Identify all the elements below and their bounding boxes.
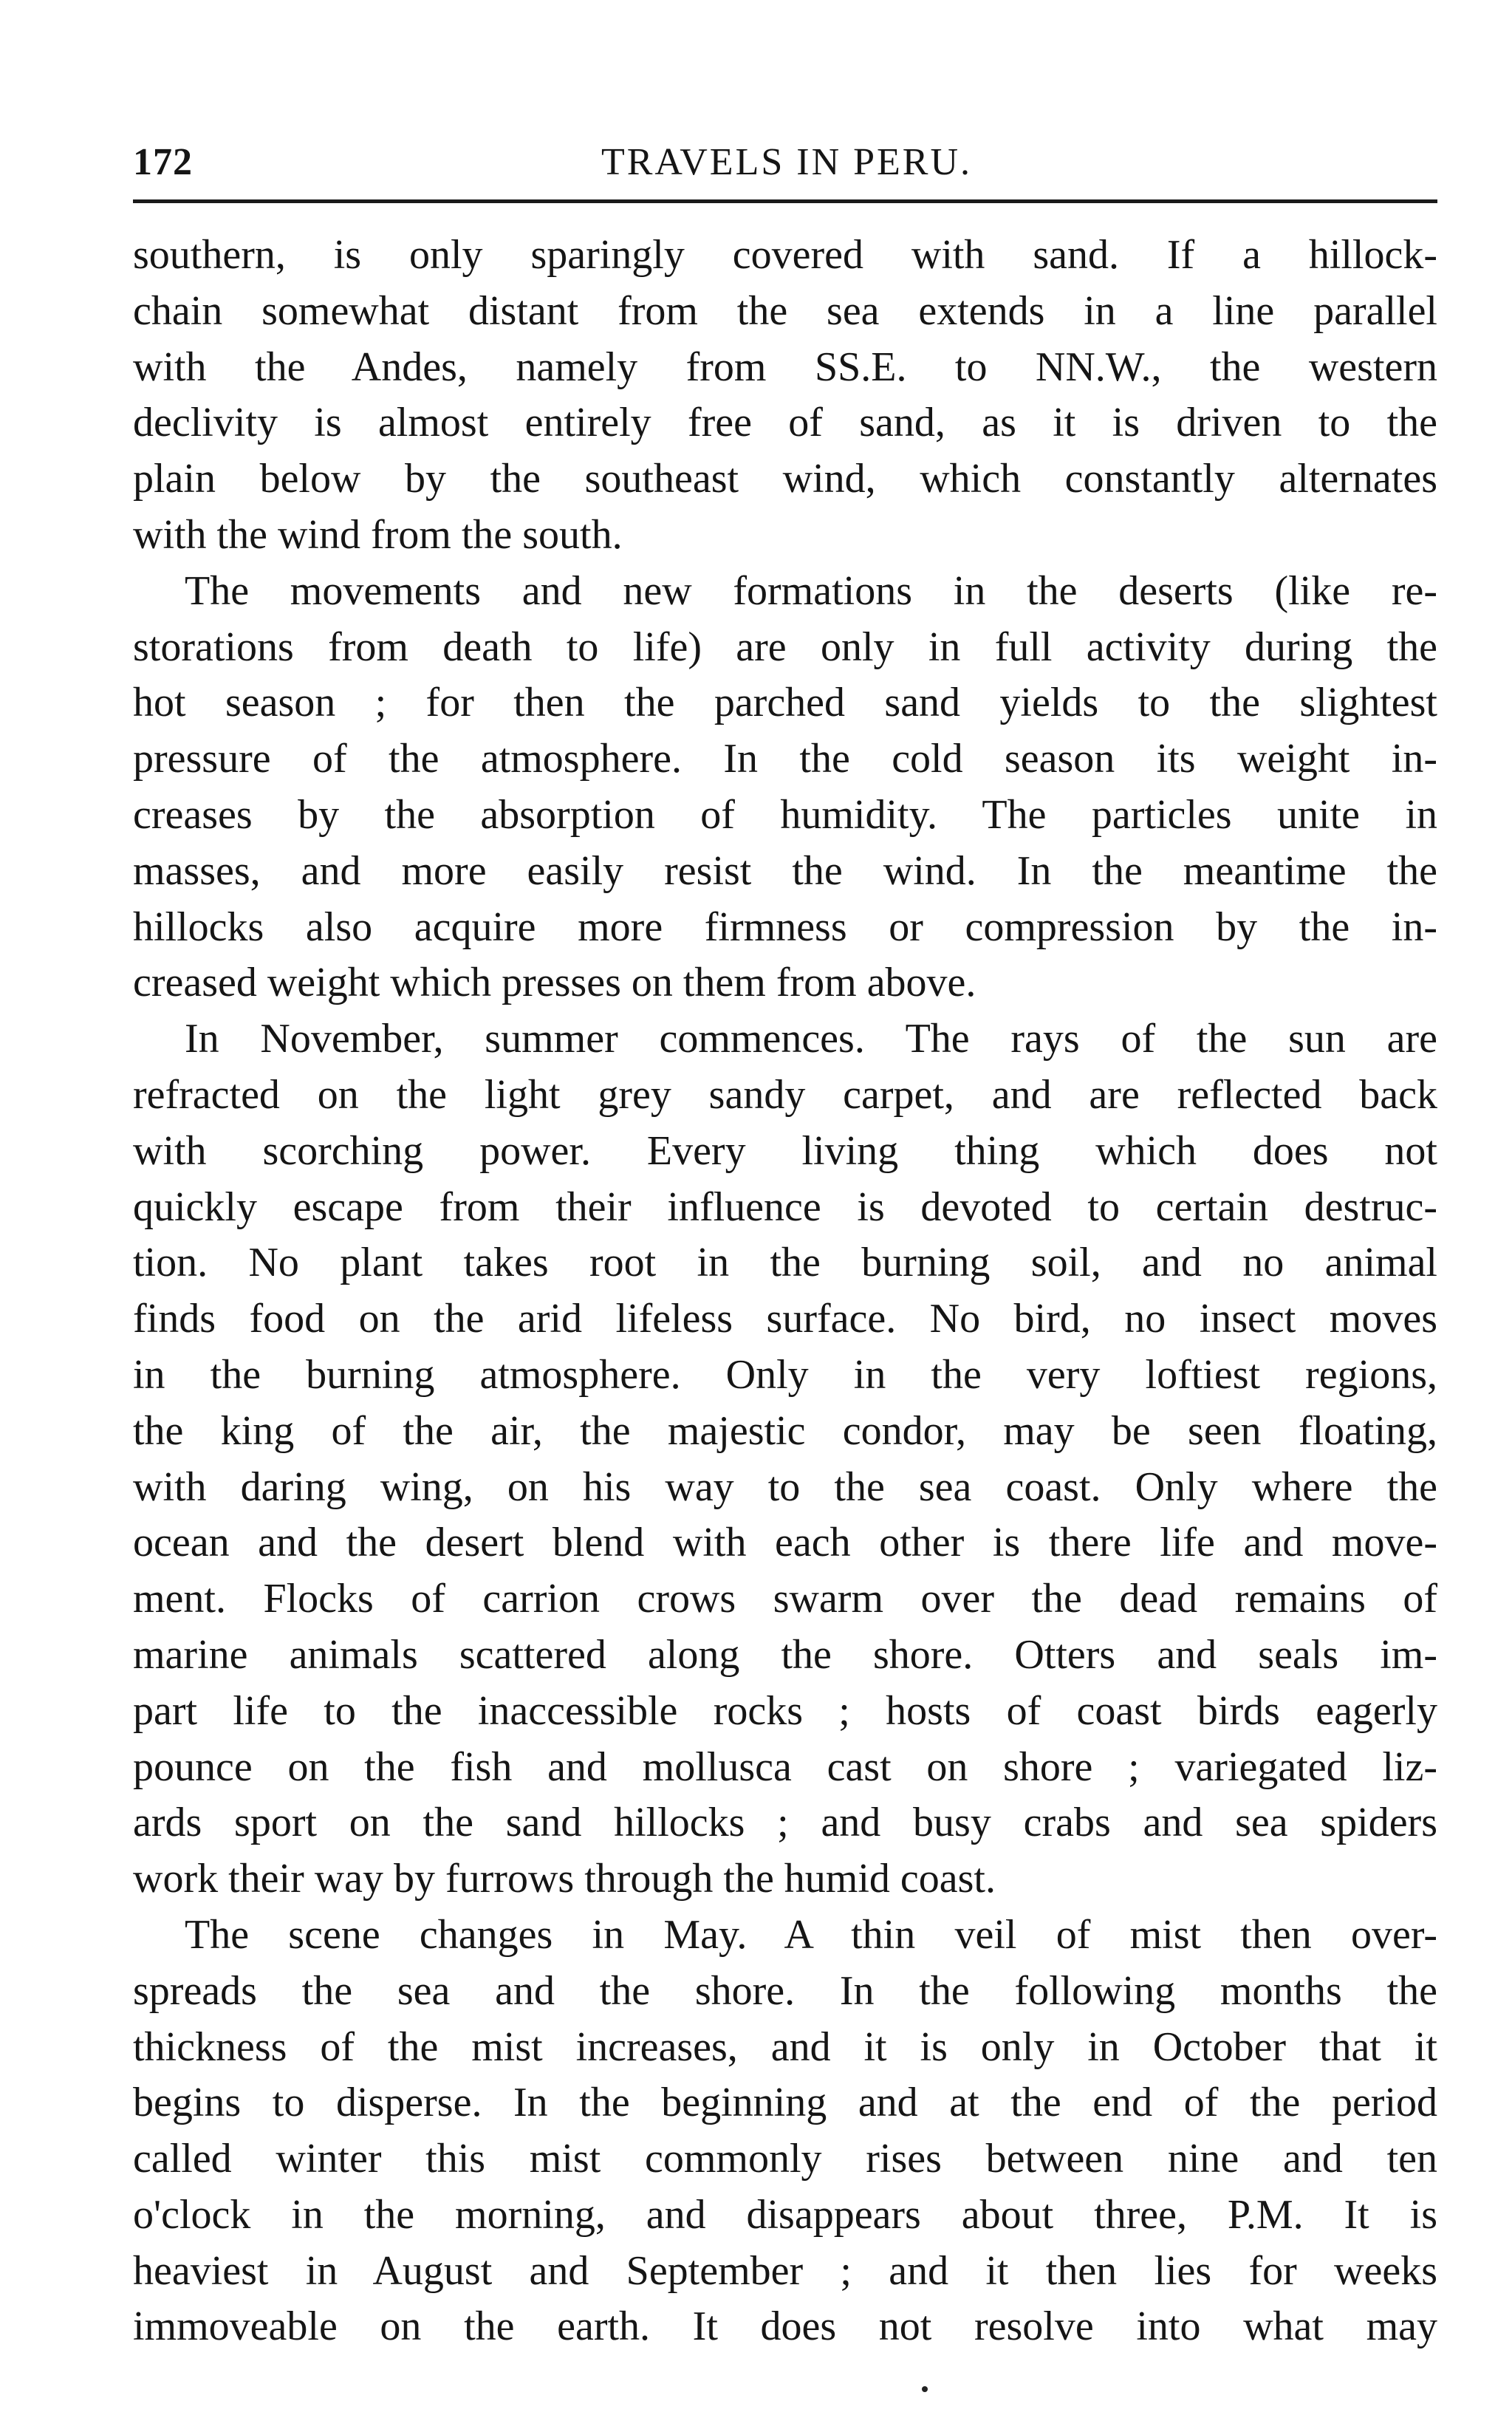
- text-line: pounce on the fish and mollusca cast on shore ; variegated liz-: [133, 1743, 1437, 1790]
- text-line: heaviest in August and September ; and it then lies for weeks: [133, 2247, 1437, 2294]
- text-line: creased weight which presses on them from above.: [133, 960, 976, 1006]
- text-line: ment. Flocks of carrion crows swarm over the dead remains of: [133, 1576, 1437, 1622]
- text-line: work their way by furrows through the humid coast.: [133, 1856, 996, 1902]
- header-rule: [133, 199, 1437, 203]
- text-line: In November, summer commences. The rays of the sun are: [185, 1016, 1437, 1062]
- text-line: with scorching power. Every living thing which does not: [133, 1127, 1437, 1174]
- text-line: thickness of the mist increases, and it is only in October that it: [133, 2023, 1437, 2070]
- text-line: quickly escape from their influence is devoted to certain destruc-: [133, 1183, 1437, 1230]
- text-line: The scene changes in May. A thin veil of mist then over-: [185, 1911, 1437, 1958]
- text-line: with the Andes, namely from SS.E. to NN.W., the western: [133, 344, 1437, 390]
- body-text: [133, 228, 1437, 2355]
- text-line: southern, is only sparingly covered with sand. If a hillock-: [133, 232, 1437, 278]
- text-line: marine animals scattered along the shore. Otters and seals im-: [133, 1631, 1437, 1678]
- paragraph: [133, 1907, 1437, 2355]
- text-line: tion. No plant takes root in the burning soil, and no animal: [133, 1240, 1437, 1286]
- text-line: creases by the absorption of humidity. The particles unite in: [133, 791, 1437, 838]
- page-number: 172: [133, 141, 193, 183]
- text-line: with the wind from the south.: [133, 511, 623, 558]
- text-line: plain below by the southeast wind, which constantly alternates: [133, 456, 1437, 502]
- text-line: masses, and more easily resist the wind. In the meantime the: [133, 847, 1437, 894]
- text-line: hot season ; for then the parched sand yields to the slightest: [133, 680, 1437, 726]
- text-line: ards sport on the sand hillocks ; and busy crabs and sea spiders: [133, 1800, 1437, 1846]
- text-line: in the burning atmosphere. Only in the very loftiest regions,: [133, 1351, 1437, 1398]
- text-line: with daring wing, on his way to the sea coast. Only where the: [133, 1463, 1437, 1510]
- text-line: finds food on the arid lifeless surface. No bird, no insect moves: [133, 1296, 1437, 1342]
- text-line: ocean and the desert blend with each other is there life and move-: [133, 1520, 1437, 1566]
- text-line: spreads the sea and the shore. In the following months the: [133, 1967, 1437, 2014]
- text-line: refracted on the light grey sandy carpet, and are reflected back: [133, 1071, 1437, 1118]
- paragraph: [133, 1011, 1437, 1907]
- running-title: TRAVELS IN PERU.: [601, 141, 973, 183]
- text-line: pressure of the atmosphere. In the cold season its weight in-: [133, 736, 1437, 782]
- text-line: o'clock in the morning, and disappears about three, P.M. It is: [133, 2191, 1437, 2238]
- text-line: declivity is almost entirely free of sand, as it is driven to the: [133, 400, 1437, 446]
- text-line: The movements and new formations in the deserts (like re-: [185, 567, 1437, 614]
- paragraph: [133, 564, 1437, 1011]
- text-line: the king of the air, the majestic condor, may be seen floating,: [133, 1407, 1437, 1454]
- text-line: immoveable on the earth. It does not resolve into what may: [133, 2303, 1437, 2350]
- text-line: called winter this mist commonly rises between nine and ten: [133, 2136, 1437, 2182]
- paragraph: [133, 228, 1437, 564]
- text-line: storations from death to life) are only in full activity during the: [133, 624, 1437, 670]
- page-header: [133, 133, 1440, 192]
- text-line: hillocks also acquire more firmness or compression by the in-: [133, 904, 1437, 950]
- text-line: chain somewhat distant from the sea extends in a line parallel: [133, 287, 1437, 334]
- text-line: begins to disperse. In the beginning and at the end of the period: [133, 2080, 1437, 2126]
- text-line: part life to the inaccessible rocks ; hosts of coast birds eagerly: [133, 1687, 1437, 1734]
- footer-mark: [922, 2386, 928, 2392]
